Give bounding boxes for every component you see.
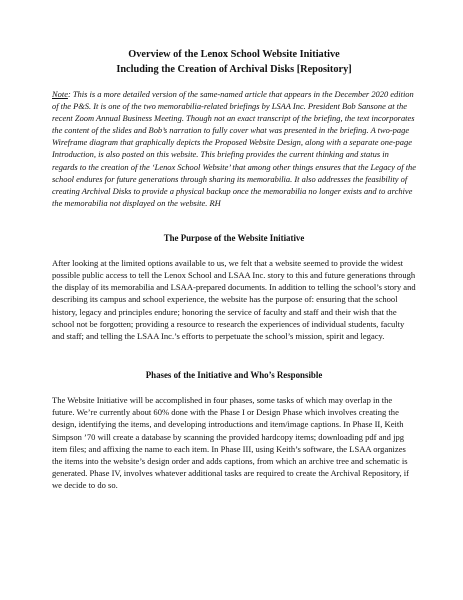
section-body-phases: The Website Initiative will be accomplished in four phases, some tasks of which may overlap in the future. We’re currently about 60% done with the Phase I or Design Phase which involves creating the design, identifying the items, and developing introductions and item/image captions. In Phase II, Keith Simpson ’70 will create a database by scanning the provided hardcopy items; downloading pdf and jpg item files; and affixing the name to each item. In Phase III, using Keith’s software, the LSAA organizes the items into the website’s design order and adds captions, from which an archive tree and schematic is generated. Phase IV, involves whatever additional tasks are required to create the Archival Repository, if we decide to do so. [52, 395, 409, 491]
note-label: Note [52, 89, 68, 99]
document-title [52, 48, 416, 77]
title-line-1: Overview of the Lenox School Website Initiative [128, 49, 340, 60]
editor-note [52, 88, 416, 209]
title-line-2: Including the Creation of Archival Disks [Repository] [116, 63, 352, 75]
section-heading-phases: Phases of the Initiative and Who’s Responsible [145, 370, 323, 381]
section-heading-purpose: The Purpose of the Website Initiative [163, 232, 305, 243]
note-text: : This is a more detailed version of the same-named article that appears in the December 2020 edition of the P&S. It is one of the two memorabilia-related briefings by LSAA Inc. President Bob Sansone at the recent Zoom Annual Business Meeting. Though not an exact transcript of the briefing, the text incorporates the content of the slides and Bob’s narration to fully cover what was presented in the briefing. A two-page Wireframe diagram that graphically depicts the Proposed Website Design, along with a separate one-page Introduction, is also posted on this website. This briefing provides the current thinking and status in regards to the creation of the ‘Lenox School Website’ that among other things ensures that the Legacy of the school endures for future generations through sharing its memorabilia. It also addresses the feasibility of creating Archival Disks to provide a physical backup once the memorabilia no longer exists and to archive the memorabilia not displayed on the website. RH [52, 89, 417, 208]
section-body-purpose: After looking at the limited options available to us, we felt that a website seemed to provide the widest possible public access to tell the Lenox School and LSAA Inc. story to this and future generations through the display of its memorabilia and LSAA-prepared documents. In addition to telling the school’s story and describing its campus and school experience, the website has the purpose of: ensuring that the school history, legacy and principles endure; honoring the service of faculty and staff and their wish that the school not be forgotten; providing a resource to research the experiences of individual students, faculty and staff; and telling the LSAA Inc.’s efforts to perpetuate the school’s mission, spirit and legacy. [52, 257, 416, 341]
document-page [52, 48, 416, 491]
